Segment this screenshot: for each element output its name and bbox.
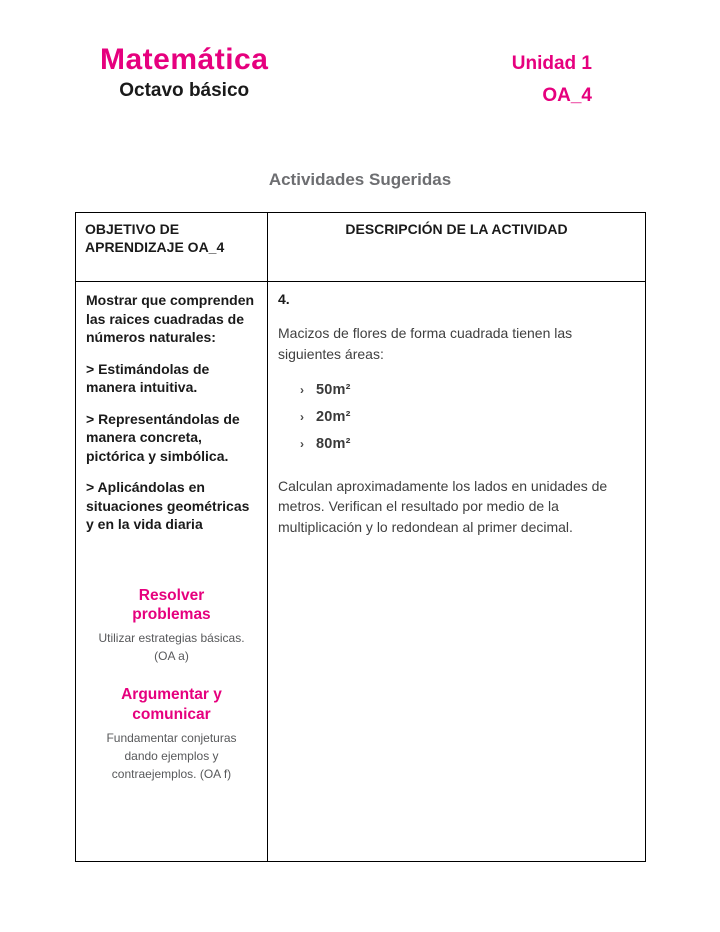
list-item (300, 409, 635, 425)
oa-label: OA_4 (542, 84, 592, 106)
area-bullet-list (300, 382, 635, 452)
table-body-row (76, 282, 646, 862)
skill-title: Resolver problemas (132, 586, 211, 623)
activity-body: Calculan aproximadamente los lados en unidades de metros. Verifican el resultado por medio de la multiplicación y lo redondean al primer decimal. (278, 477, 608, 535)
skill-title: Argumentar y comunicar (121, 686, 222, 723)
area-value: 80m² (316, 435, 351, 452)
area-value: 20m² (316, 408, 351, 425)
objective-paragraph: > Estimándolas de manera intuitiva. (86, 360, 210, 396)
list-item (300, 382, 635, 398)
header-right-block (512, 44, 592, 108)
activity-column-header: DESCRIPCIÓN DE LA ACTIVIDAD (268, 212, 646, 282)
objective-paragraph: Mostrar que comprenden las raices cuadradas de números naturales: (86, 292, 255, 346)
bullet-marker-icon: › (300, 436, 304, 451)
objective-paragraph: > Representándolas de manera concreta, pictórica y simbólica. (86, 410, 240, 464)
activity-cell (268, 282, 646, 862)
skill-description: Utilizar estrategias básicas. (OA a) (98, 631, 245, 664)
skill-item (86, 685, 257, 783)
bullet-marker-icon: › (300, 382, 304, 397)
activity-number: 4. (278, 291, 290, 308)
table-header-row (76, 212, 646, 282)
area-value: 50m² (316, 381, 351, 398)
objective-paragraph: > Aplicándolas en situaciones geométricas y en la vida diaria (86, 479, 250, 533)
objective-column-header: OBJETIVO DE APRENDIZAJE OA_4 (76, 212, 268, 282)
header-left-block (100, 44, 268, 102)
objective-cell (76, 282, 268, 862)
bullet-marker-icon: › (300, 409, 304, 424)
list-item (300, 436, 635, 452)
activity-intro: Macizos de flores de forma cuadrada tienen las siguientes áreas: (278, 325, 573, 362)
section-title: Actividades Sugeridas (268, 169, 452, 189)
document-header (0, 0, 720, 108)
subject-title: Matemática (100, 43, 269, 76)
activities-table (75, 212, 646, 863)
skills-block (86, 586, 257, 784)
skill-item (86, 586, 257, 666)
skill-description: Fundamentar conjeturas dando ejemplos y contraejemplos. (OA f) (106, 731, 237, 782)
grade-subtitle: Octavo básico (119, 79, 250, 101)
unit-label: Unidad 1 (511, 53, 592, 74)
